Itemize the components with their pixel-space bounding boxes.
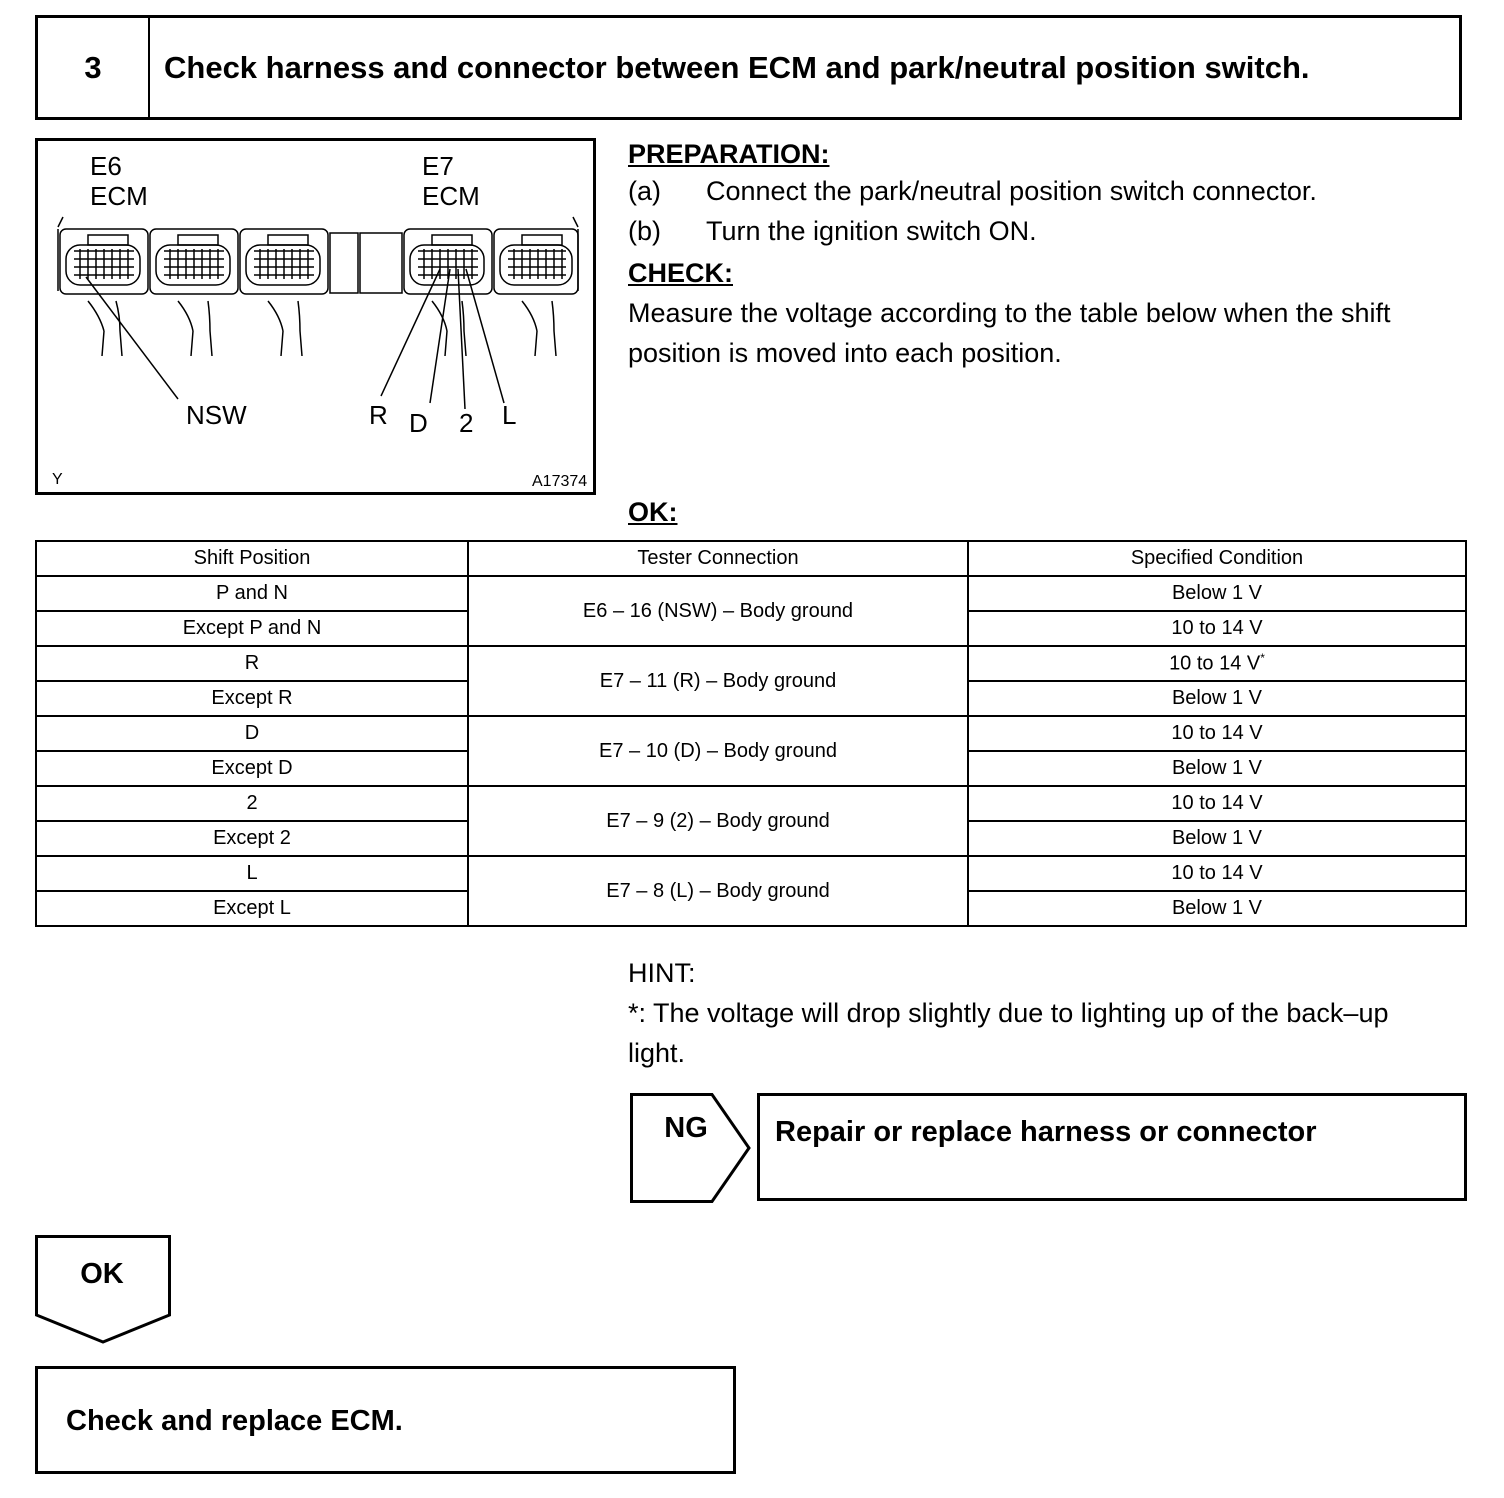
hint-heading: HINT: xyxy=(628,958,696,988)
shift-position-cell: L xyxy=(36,856,468,891)
connector-diagram xyxy=(35,138,596,495)
tester-connection-cell: E6 – 16 (NSW) – Body ground xyxy=(468,576,968,646)
pin-nsw-label: NSW xyxy=(186,400,247,430)
hint-text-line1: *: The voltage will drop slightly due to lighting up of the back–up xyxy=(628,998,1389,1028)
figure-id: A17374 xyxy=(532,473,588,490)
prep-step-b-tag: (b) xyxy=(628,216,661,246)
e7-connector-label: E7 xyxy=(422,151,454,181)
shift-position-cell: Except 2 xyxy=(36,821,468,856)
shift-position-cell: P and N xyxy=(36,576,468,611)
condition-cell: Below 1 V xyxy=(968,821,1466,856)
prep-step-b-text: Turn the ignition switch ON. xyxy=(706,216,1037,246)
condition-cell: 10 to 14 V xyxy=(968,856,1466,891)
step-header xyxy=(35,15,1462,120)
footnote-asterisk: * xyxy=(1260,651,1265,666)
pin-r-label: R xyxy=(369,400,388,430)
tester-connection-cell: E7 – 11 (R) – Body ground xyxy=(468,646,968,716)
check-text-line2: position is moved into each position. xyxy=(628,338,1062,368)
table-row xyxy=(36,646,1466,681)
prep-step-b xyxy=(628,216,1037,247)
ok-action-box xyxy=(35,1366,736,1474)
shift-position-cell: R xyxy=(36,646,468,681)
check-text-line1: Measure the voltage according to the table below when the shift xyxy=(628,298,1391,328)
condition-cell: 10 to 14 V xyxy=(968,786,1466,821)
shift-position-cell: 2 xyxy=(36,786,468,821)
header-specified-condition: Specified Condition xyxy=(968,541,1466,576)
prep-step-a-tag: (a) xyxy=(628,176,661,206)
table-row xyxy=(36,856,1466,891)
shift-position-cell: D xyxy=(36,716,468,751)
table-row xyxy=(36,786,1466,821)
header-tester-connection: Tester Connection xyxy=(468,541,968,576)
pin-l-label: L xyxy=(502,400,517,430)
ng-action-box xyxy=(757,1093,1467,1201)
header-shift-position: Shift Position xyxy=(36,541,468,576)
shift-position-cell: Except R xyxy=(36,681,468,716)
tester-connection-cell: E7 – 9 (2) – Body ground xyxy=(468,786,968,856)
table-row xyxy=(36,576,1466,611)
condition-cell-with-footnote xyxy=(968,646,1466,681)
table-row xyxy=(36,716,1466,751)
ng-label: NG xyxy=(664,1112,708,1144)
voltage-spec-table xyxy=(35,540,1467,927)
condition-cell: Below 1 V xyxy=(968,891,1466,926)
tester-connection-cell: E7 – 10 (D) – Body ground xyxy=(468,716,968,786)
ng-arrow-shape xyxy=(630,1093,752,1203)
condition-cell: Below 1 V xyxy=(968,681,1466,716)
shift-position-cell: Except D xyxy=(36,751,468,786)
step-title: Check harness and connector between ECM and park/neutral position switch. xyxy=(164,49,1310,85)
shift-position-cell: Except L xyxy=(36,891,468,926)
table-header-row xyxy=(36,541,1466,576)
e6-ecm-label: ECM xyxy=(90,181,148,211)
condition-cell: 10 to 14 V xyxy=(968,716,1466,751)
ok-label: OK xyxy=(80,1258,124,1290)
check-heading: CHECK: xyxy=(628,258,733,288)
tester-connection-cell: E7 – 8 (L) – Body ground xyxy=(468,856,968,926)
pin-2-label: 2 xyxy=(459,408,474,438)
pin-d-label: D xyxy=(409,408,428,438)
hint-text-line2: light. xyxy=(628,1038,686,1068)
e6-connector-label: E6 xyxy=(90,151,122,181)
prep-step-a xyxy=(628,176,1317,207)
e7-ecm-label: ECM xyxy=(422,181,480,211)
step-number: 3 xyxy=(38,18,150,117)
shift-position-cell: Except P and N xyxy=(36,611,468,646)
condition-cell: 10 to 14 V xyxy=(968,611,1466,646)
condition-value: 10 to 14 V xyxy=(1169,652,1261,675)
preparation-heading: PREPARATION: xyxy=(628,139,830,169)
ok-action-text: Check and replace ECM. xyxy=(66,1405,403,1437)
corner-code: Y xyxy=(52,471,63,488)
condition-cell: Below 1 V xyxy=(968,751,1466,786)
condition-cell: Below 1 V xyxy=(968,576,1466,611)
ng-action-text: Repair or replace harness or connector xyxy=(775,1116,1317,1148)
prep-step-a-text: Connect the park/neutral position switch connector. xyxy=(706,176,1317,206)
ok-heading: OK: xyxy=(628,497,678,527)
